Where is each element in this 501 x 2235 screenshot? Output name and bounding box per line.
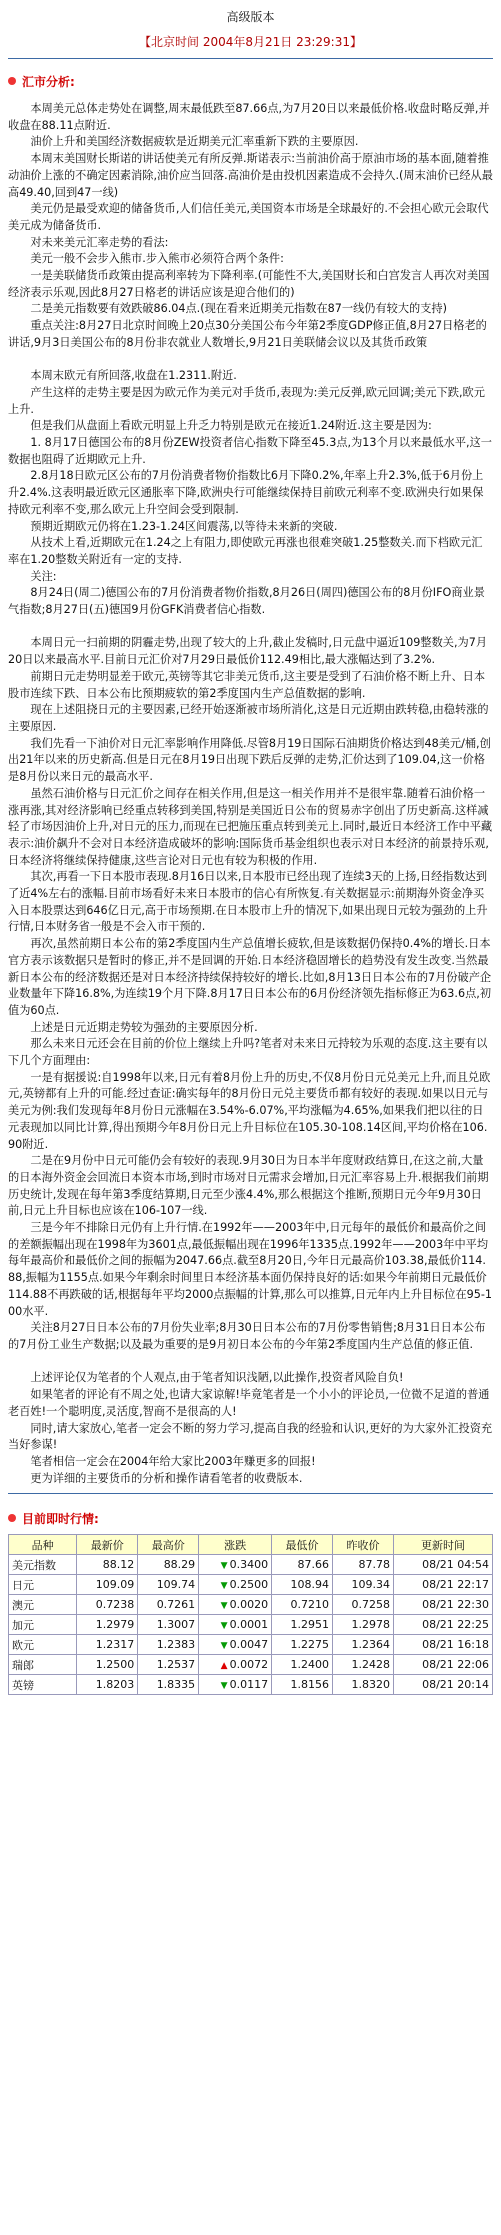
paragraph: 如果笔者的评论有不周之处,也请大家谅解!毕竟笔者是一个小小的评论员,一位微不足道的普通老百姓!一个聪明度,灵活度,智商不是很高的人!: [8, 1388, 490, 1418]
bullet-dot-icon: [8, 77, 16, 85]
paragraph: 从技术上看,近期欧元在1.24之上有阻力,即使欧元再涨也很难突破1.25整数关.而下档欧元汇率在1.20整数关附近有一定的支持.: [8, 536, 483, 566]
paragraph: 二是在9月份中日元可能仍会有较好的表现.9月30日为日本半年度财政结算日,在这之前,大量的日本海外资金会回流日本资本市场,到时市场对日元需求会增加,日元汇率容易上升.根据我们前期历史统计,发现在每年第3季度结算期,日元至少涨4.4%,那么根据这个推断,预期日元今年9月30日前,日元上升目标也应该在106-107一线.: [8, 1154, 489, 1218]
change-cell: [199, 1595, 272, 1615]
table-row: [9, 1635, 493, 1655]
analysis-article: [8, 101, 493, 1487]
last-price: 88.12: [77, 1555, 138, 1575]
paragraph: 一是有据援说:自1998年以来,日元有着8月份上升的历史,不仅8月份日元兑美元上升,而且兑欧元,英镑都有上升的可能.经过查证:确实每年的8月份日元兑主要货币都有较好的表现.如果以日元与美元为例:我们发现每年8月份日元涨幅在3.54%-6.07%,平均涨幅为4.65%,如果我们把以往的日元表现加以同比计算,得出预期今年8月份日元上升目标位在105.30-108.14区间,平均价格在106.90附近.: [8, 1070, 491, 1151]
paragraph: 上述评论仅为笔者的个人观点,由于笔者知识浅陋,以此操作,投资者风险自负!: [30, 1371, 404, 1385]
symbol-name: 日元: [9, 1575, 77, 1595]
symbol-name: 加元: [9, 1615, 77, 1635]
prev-close: 109.34: [333, 1575, 394, 1595]
prev-close: 1.2978: [333, 1615, 394, 1635]
last-price: 1.8203: [77, 1675, 138, 1695]
paragraph: 本周美元总体走势处在调整,周末最低跌至87.66点,为7月20日以来最低价格.收盘时略反弹,并收盘在88.11点附近.: [8, 102, 490, 132]
low-price: 87.66: [272, 1555, 333, 1575]
col-header: 涨跌: [199, 1535, 272, 1555]
table-row: [9, 1595, 493, 1615]
change-cell: [199, 1635, 272, 1655]
paragraph: 再次,虽然前期日本公布的第2季度国内生产总值增长疲软,但是该数据仍保持0.4%的增长.日本官方表示该数据只是暂时的修正,并不是回调的开始.日本经济稳固增长的趋势没有发生改变.当然最新日本公布的经济数据还是对日本经济持续保持较好的增长.比如,8月13日日本公布的7月份破产企业数量年下降16.8%,为连续19个月下降.8月17日日本公布的6月份经济领先指标修正为63.6点,初值为60点.: [8, 937, 492, 1017]
high-price: 1.2383: [138, 1635, 199, 1655]
paragraph: 上述是日元近期走势较为强劲的主要原因分析.: [30, 1020, 258, 1034]
page-title: 高级版本: [226, 10, 275, 24]
update-time: 08/21 22:17: [393, 1575, 492, 1595]
paragraph: 前期日元走势明显差于欧元,英镑等其它非美元货币,这主要是受到了石油价格不断上升、日本股市连续下跌、日本公布比预期疲软的第2季度国内生产总值数据的影响.: [8, 669, 486, 700]
change-cell: [199, 1655, 272, 1675]
table-row: [9, 1575, 493, 1595]
col-header: 更新时间: [393, 1535, 492, 1555]
paragraph: 油价上升和美国经济数据疲软是近期美元汇率重新下跌的主要原因.: [30, 135, 359, 149]
change-cell: [199, 1615, 272, 1635]
symbol-name: 欧元: [9, 1635, 77, 1655]
prev-close: 87.78: [333, 1555, 394, 1575]
update-time: 08/21 22:30: [393, 1595, 492, 1615]
rates-divider: [8, 1493, 493, 1494]
prev-close: 1.2364: [333, 1635, 394, 1655]
last-price: 1.2500: [77, 1655, 138, 1675]
change-value: 0.0047: [229, 1638, 269, 1652]
section-analysis-header: [8, 71, 493, 91]
paragraph: 产生这样的走势主要是因为欧元作为美元对手货币,表现为:美元反弹,欧元回调;美元下跌,欧元上升.: [8, 385, 485, 416]
paragraph: 更为详细的主要货币的分析和操作请看笔者的收费版本.: [30, 1471, 303, 1485]
triangle-down-icon: ▼: [220, 1561, 228, 1572]
triangle-down-icon: ▼: [220, 1641, 228, 1652]
paragraph: 对未来美元汇率走势的看法:: [30, 235, 169, 249]
paragraph: 三是今年不排除日元仍有上升行情.在1992年——2003年中,日元每年的最低价和最高价之间的差额振幅出现在1998年为3601点,最低振幅出现在1996年1335点.1992年——2003年中平均每年最高价和最低价之间的振幅为2047.66点.截至8月20日,今年日元最高价103.38,最低价114.88,振幅为1155点.如果今年剩余时间里日本经济基本面仍保持良好的话:如果今年前期日元最低价114.88不再跌破的话,根据每年平均2000点振幅的计算,那么可以推算,日元年内上升目标位在95-100水平.: [8, 1221, 493, 1318]
header-divider: [8, 58, 493, 59]
bullet-dot-icon: [8, 1514, 16, 1522]
change-value: 0.0072: [229, 1658, 269, 1672]
paragraph: 本周末欧元有所回落,收盘在1.2311.附近.: [30, 369, 237, 383]
change-value: 0.0117: [229, 1678, 269, 1692]
high-price: 109.74: [138, 1575, 199, 1595]
low-price: 1.2400: [272, 1655, 333, 1675]
paragraph: 但是我们从盘面上看欧元明显上升乏力特别是欧元在接近1.24附近.这主要是因为:: [30, 419, 432, 433]
update-time: 08/21 20:14: [393, 1675, 492, 1695]
high-price: 1.3007: [138, 1615, 199, 1635]
paragraph: 预期近期欧元仍将在1.23-1.24区间震荡,以等待未来新的突破.: [30, 519, 338, 533]
paragraph: 我们先看一下油价对日元汇率影响作用降低.尽管8月19日国际石油期货价格达到48美元/桶,创出21年以来的历史新高.但是日元在8月19日出现下跌后反弹的走势,汇价达到了109.04,这一价格是8月份以来日元的最高水平.: [8, 736, 491, 784]
paragraph: 一是美联储货币政策由提高利率转为下降利率.(可能性不大,美国财长和白宫发言人再次对美国经济表示乐观,因此8月27日格老的讲话应该是迎合他们的): [8, 269, 490, 299]
section-rates-title: 目前即时行情:: [22, 1511, 99, 1526]
col-header: 最高价: [138, 1535, 199, 1555]
last-price: 1.2979: [77, 1615, 138, 1635]
table-row: [9, 1615, 493, 1635]
paragraph: 二是美元指数要有效跌破86.04点.(现在看来近期美元指数在87一线仍有较大的支持): [30, 302, 447, 316]
table-row: [9, 1675, 493, 1695]
symbol-name: 瑞郎: [9, 1655, 77, 1675]
triangle-down-icon: ▼: [220, 1581, 228, 1592]
paragraph: 重点关注:8月27日北京时间晚上20点30分美国公布今年第2季度GDP修正值,8月27日格老的讲话,9月3日美国公布的8月份非农就业人数增长,9月21日美联储会议以及其货币政策: [8, 319, 487, 349]
paragraph: 关注:: [30, 569, 57, 583]
change-value: 0.3400: [229, 1558, 269, 1572]
update-time: 08/21 16:18: [393, 1635, 492, 1655]
change-cell: [199, 1555, 272, 1575]
col-header: 品种: [9, 1535, 77, 1555]
update-time: 08/21 04:54: [393, 1555, 492, 1575]
section-analysis-title: 汇市分析:: [22, 74, 75, 89]
paragraph: 本周日元一扫前期的阴霾走势,出现了较大的上升,截止发稿时,日元盘中逼近109整数关,为7月20日以来最高水平.目前日元汇价对7月29日最低价112.49相比,最大涨幅达到了3.2%.: [8, 636, 488, 667]
rates-header-row: [9, 1535, 493, 1555]
low-price: 1.8156: [272, 1675, 333, 1695]
last-price: 1.2317: [77, 1635, 138, 1655]
symbol-name: 英镑: [9, 1675, 77, 1695]
paragraph: 同时,请大家放心,笔者一定会不断的努力学习,提高自我的经验和认识,更好的为大家外汇投资充当好参谋!: [8, 1421, 493, 1452]
last-price: 0.7238: [77, 1595, 138, 1615]
change-value: 0.0001: [229, 1618, 269, 1632]
paragraph: 笔者相信一定会在2004年给大家比2003年赚更多的回报!: [30, 1454, 316, 1468]
paragraph: 本周末美国财长斯诺的讲话使美元有所反弹.斯诺表示:当前油价高于原油市场的基本面,随着推动油价上涨的不确定因素消除,油价应当回落.高油价是由投机因素造成不会持久.(周末油价已经从最高49.40,回到47一线): [8, 152, 493, 199]
col-header: 最新价: [77, 1535, 138, 1555]
triangle-up-icon: ▲: [220, 1661, 228, 1672]
update-time: 08/21 22:06: [393, 1655, 492, 1675]
paragraph: 2.8月18日欧元区公布的7月份消费者物价指数比6月下降0.2%,年率上升2.3%,低于6月份上升2.4%.这表明最近欧元区通胀率下降,欧洲央行可能继续保持目前欧元利率不变.欧洲央行如果保持欧元利率不变,那么欧元上升空间会受到限制.: [8, 469, 484, 516]
low-price: 108.94: [272, 1575, 333, 1595]
high-price: 1.8335: [138, 1675, 199, 1695]
rates-table: [8, 1534, 493, 1695]
triangle-down-icon: ▼: [220, 1681, 228, 1692]
col-header: 最低价: [272, 1535, 333, 1555]
low-price: 0.7210: [272, 1595, 333, 1615]
high-price: 1.2537: [138, 1655, 199, 1675]
change-cell: [199, 1675, 272, 1695]
beijing-time: 【北京时间 2004年8月21日 23:29:31】: [139, 35, 362, 49]
col-header: 昨收价: [333, 1535, 394, 1555]
last-price: 109.09: [77, 1575, 138, 1595]
section-rates-header: [8, 1508, 493, 1528]
table-row: [9, 1555, 493, 1575]
triangle-down-icon: ▼: [220, 1621, 228, 1632]
paragraph: 其次,再看一下日本股市表现.8月16日以来,日本股市已经出现了连续3天的上扬,日经指数达到了近4%左右的涨幅.目前市场看好未来日本股市的信心有所恢复.有关数据显示:前期海外资金净买入日本股票达到646亿日元,高于市场预期.在日本股市上升的情况下,如果出现日元较为强劲的上升行情,日本财务省一般是不会入市干预的.: [8, 870, 488, 934]
symbol-name: 美元指数: [9, 1555, 77, 1575]
paragraph: 1. 8月17日德国公布的8月份ZEW投资者信心指数下降至45.3点,为13个月以来最低水平,这一数据也阻碍了近期欧元上升.: [8, 436, 492, 466]
low-price: 1.2275: [272, 1635, 333, 1655]
paragraph: 虽然石油价格与日元汇价之间存在相关作用,但是这一相关作用并不是很牢靠.随着石油价格一涨再涨,其对经济影响已经重点转移到美国,特别是美国近日公布的贸易赤字创出了历史新高.这样减轻了市场因油价上升,对日元的压力,而现在已把施压重点转到美元上.同时,最近日本经济工作中平藏表示:油价飙升不会对日本经济造成破坏的影响:国际货币基金组织也表示对日本经济的前景持乐观,日本经济将继续保持健康,这些言论对日元也有较为积极的作用.: [8, 786, 493, 867]
high-price: 88.29: [138, 1555, 199, 1575]
paragraph: 现在上述阻挠日元的主要因素,已经开始逐渐被市场所消化,这是日元近期由跌转稳,由稳转涨的主要原因.: [8, 703, 489, 733]
paragraph: 美元一般不会步入熊市.步入熊市必须符合两个条件:: [30, 252, 284, 266]
paragraph: 关注8月27日日本公布的7月份失业率;8月30日日本公布的7月份零售销售;8月31日日本公布的7月份工业生产数据;以及最为重要的是9月初日本公布的今年第2季度国内生产总值的修正值.: [8, 1321, 486, 1351]
change-value: 0.0020: [229, 1598, 269, 1612]
triangle-down-icon: ▼: [220, 1601, 228, 1612]
change-cell: [199, 1575, 272, 1595]
symbol-name: 澳元: [9, 1595, 77, 1615]
paragraph: 那么未来日元还会在目前的价位上继续上升吗?笔者对未来日元持较为乐观的态度.这主要有以下几个方面理由:: [8, 1037, 488, 1068]
paragraph: 美元仍是最受欢迎的储备货币,人们信任美元,美国资本市场是全球最好的.不会担心欧元会取代美元成为储备货币.: [8, 202, 489, 232]
low-price: 1.2951: [272, 1615, 333, 1635]
update-time: 08/21 22:25: [393, 1615, 492, 1635]
paragraph: 8月24日(周二)德国公布的7月份消费者物价指数,8月26日(周四)德国公布的8月份IFO商业景气指数;8月27日(五)德国9月份GFK消费者信心指数.: [8, 586, 485, 617]
high-price: 0.7261: [138, 1595, 199, 1615]
prev-close: 1.2428: [333, 1655, 394, 1675]
prev-close: 0.7258: [333, 1595, 394, 1615]
change-value: 0.2500: [229, 1578, 269, 1592]
table-row: [9, 1655, 493, 1675]
prev-close: 1.8320: [333, 1675, 394, 1695]
